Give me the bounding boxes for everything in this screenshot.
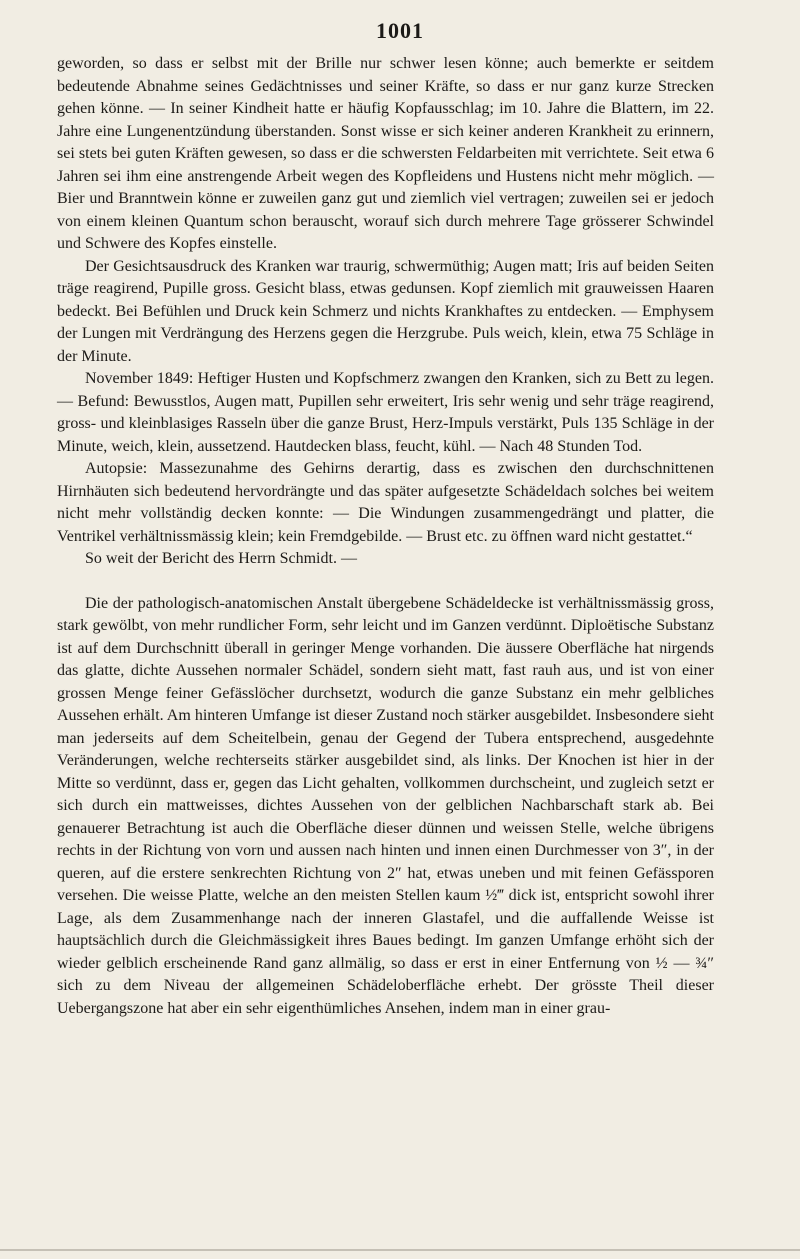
paragraph-patient-history: geworden, so dass er selbst mit der Brille nur schwer lesen könne; auch bemerkte er seitdem bedeutende Abnahme seines Gedächtnisses und seiner Kräfte, so dass er nur ganz kurze Strecken gehen könne. — In seiner Kindheit hatte er häufig Kopfausschlag; im 10. Jahre die Blattern, im 22. Jahre eine Lungenentzündung überstanden. Sonst wisse er sich keiner anderen Krankheit zu erinnern, sei stets bei guten Kräften gewesen, so dass er die schwersten Feldarbeiten mit verrichtete. Seit etwa 6 Jahren sei ihm eine anstrengende Arbeit wegen des Kopfleidens und Hustens nicht mehr möglich. — Bier und Branntwein könne er zuweilen ganz gut und ziemlich viel vertragen; zuweilen sei er jedoch von einem kleinen Quantum schon berauscht, worauf sich durch mehrere Tage grösserer Schwindel und Schwere des Kopfes einstelle.: [57, 55, 714, 252]
paragraph-skull-description: Die der pathologisch-anatomischen Anstalt übergebene Schädeldecke ist verhältnissmässig gross, stark gewölbt, von mehr rundlicher Form, sehr leicht und im Ganzen verdünnt. Diploëtische Substanz ist auf dem Durchschnitt überall in geringer Menge vorhanden. Die äussere Oberfläche hat nirgends das glatte, dichte Aussehen normaler Schädel, sondern sieht matt, fast rauh aus, und ist von einer grossen Menge feiner Gefässlöcher durchsetzt, wodurch die ganze Substanz ein mehr gelbliches Aussehen erhält. Am hinteren Umfange ist dieser Zustand noch stärker ausgebildet. Insbesondere sieht man jederseits auf dem Scheitelbein, genau der Gegend der Tubera entsprechend, ausgedehnte Veränderungen, welche rechterseits stärker ausgebildet sind, als links. Der Knochen ist hier in der Mitte so verdünnt, dass er, gegen das Licht gehalten, vollkommen durchscheint, und zugleich setzt er sich durch ein mattweisses, dichtes Aussehen von der gelblichen Nachbarschaft stark ab. Bei genauerer Betrachtung ist auch die Oberfläche dieser dünnen und weissen Stelle, welche übrigens rechts in der Richtung von vorn und aussen nach hinten und innen einen Durchmesser von 3″, in der queren, auf die erstere senkrechten Richtung von 2″ hat, etwas uneben und mit feinen Gefässporen versehen. Die weisse Platte, welche an den meisten Stellen kaum ½‴ dick ist, entspricht sowohl ihrer Lage, als dem Zusammenhange nach der inneren Glastafel, und die auffallende Weisse ist hauptsächlich durch die Gleichmässigkeit ihres Baues bedingt. Im ganzen Umfange erhöht sich der wieder gelblich erscheinende Rand ganz allmälig, so dass er erst in einer Entfernung von ½ — ¾″ sich zu dem Niveau der allgemeinen Schädeloberfläche erhebt. Der grösste Theil dieser Uebergangszone hat aber ein sehr eigenthümliches Ansehen, indem man in einer grau-: [57, 594, 714, 1017]
paragraph-examination: Der Gesichtsausdruck des Kranken war traurig, schwermüthig; Augen matt; Iris auf beiden Seiten träge reagirend, Pupille gross. Gesicht blass, etwas gedunsen. Kopf ziemlich mit grauweissen Haaren bedeckt. Bei Befühlen und Druck kein Schmerz und nichts Krankhaftes zu entdecken. — Emphysem der Lungen mit Verdrängung des Herzens gegen die Herzgrube. Puls weich, klein, etwa 75 Schläge in der Minute.: [57, 257, 714, 365]
page-bottom-edge: [0, 1249, 800, 1251]
page-number: 1001: [376, 18, 424, 43]
paragraph-report-signoff: So weit der Bericht des Herrn Schmidt. —: [85, 550, 357, 567]
body-text: [57, 53, 714, 1020]
paragraph-autopsy: Autopsie: Massezunahme des Gehirns derartig, dass es zwischen den durchschnittenen Hirnhäuten sich bedeutend hervordrängte und das später aufgesetzte Schädeldach solches bei weitem nicht mehr vollständig decken konnte: — Die Windungen zusammengedrängt und platter, die Ventrikel verhältnissmässig klein; kein Fremdgebilde. — Brust etc. zu öffnen ward nicht gestattet.“: [57, 460, 714, 545]
paragraph-november-1849: November 1849: Heftiger Husten und Kopfschmerz zwangen den Kranken, sich zu Bett zu legen. — Befund: Bewusstlos, Augen matt, Pupillen sehr erweitert, Iris sehr wenig und sehr träge reagirend, gross- und kleinblasiges Rasseln über die ganze Brust, Herz-Impuls verstärkt, Puls 135 Schläge in der Minute, weich, klein, aussetzend. Hautdecken blass, feucht, kühl. — Nach 48 Stunden Tod.: [57, 370, 714, 455]
